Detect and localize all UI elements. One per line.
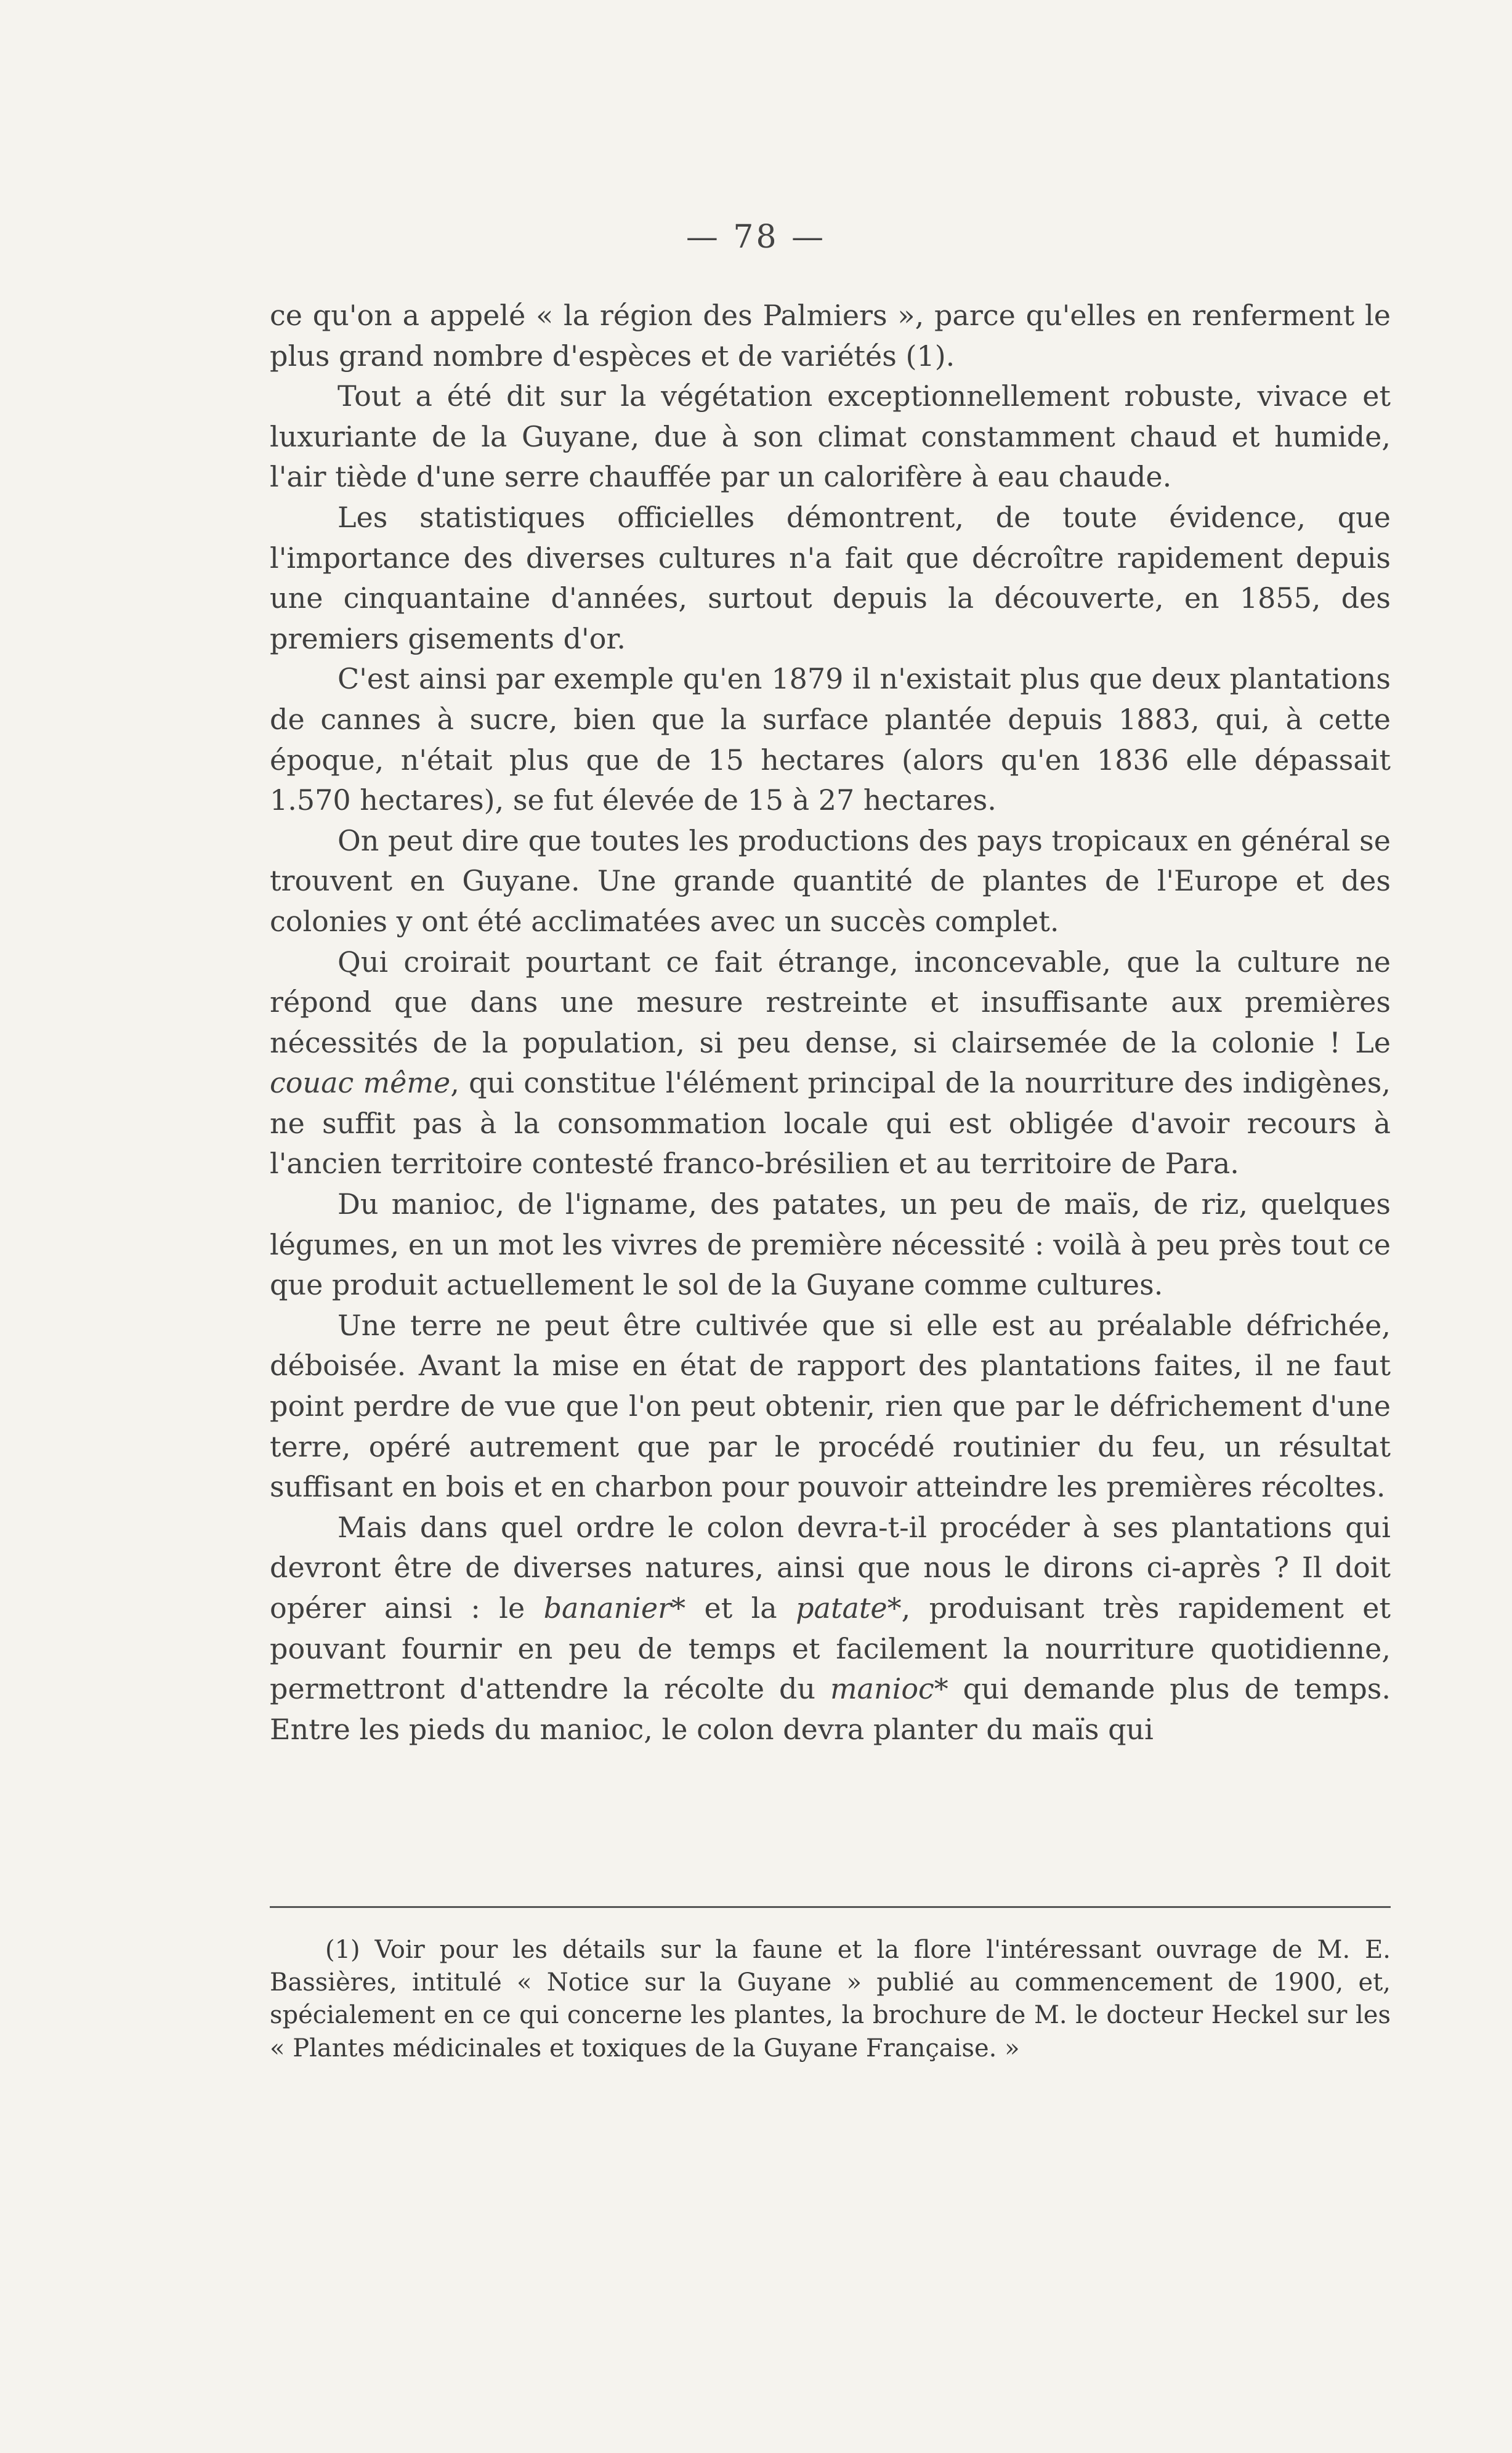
text-run: Qui croirait pourtant ce fait étrange, inconcevable, que la culture ne répond que dans une mesure restreinte et insuffisante aux premières nécessités de la population, si peu dense, si clairsemée de la colonie ! Le (270, 945, 1391, 1059)
italic-term: manioc* (830, 1672, 948, 1706)
paragraph: Une terre ne peut être cultivée que si elle est au préalable défrichée, déboisée. Avant la mise en état de rapport des plantations faites, il ne faut point perdre de vue que l'on peut obtenir, rien que par le défrichement d'une terre, opéré autrement que par le procédé routinier du feu, un résultat suffisant en bois et en charbon pour pouvoir atteindre les premières récoltes. (270, 1308, 1391, 1504)
italic-term: patate* (796, 1591, 902, 1625)
italic-term: couac même (270, 1066, 451, 1100)
paragraph (270, 942, 1391, 1185)
body-text (270, 296, 1391, 1750)
paragraph: On peut dire que toutes les productions des pays tropicaux en général se trouvent en Guyane. Une grande quantité de plantes de l'Europe et des colonies y ont été acclimatées avec un succès complet. (270, 823, 1391, 938)
paragraph: Du manioc, de l'igname, des patates, un peu de maïs, de riz, quelques légumes, en un mot les vivres de première nécessité : voilà à peu près tout ce que produit actuellement le sol de la Guyane comme cultures. (270, 1187, 1391, 1302)
paragraph: Tout a été dit sur la végétation exceptionnellement robuste, vivace et luxuriante de la Guyane, due à son climat constamment chaud et humide, l'air tiède d'une serre chauffée par un calorifère à eau chaude. (270, 379, 1391, 494)
text-run: et la (685, 1591, 796, 1625)
page-number: — 78 — (685, 219, 827, 256)
paragraph-continued: ce qu'on a appelé « la région des Palmiers », parce qu'elles en renferment le plus grand nombre d'espèces et de variétés (1). (270, 299, 1391, 373)
text-run: , produisant très rapidement et pouvant fournir en peu de temps et facilement la nourriture quotidienne, permettront d'attendre la récolte du (270, 1591, 1391, 1706)
footnote-separator (270, 1906, 1391, 1908)
footnote (270, 1934, 1391, 2065)
paragraph: Les statistiques officielles démontrent, de toute évidence, que l'importance des diverses cultures n'a fait que décroître rapidement depuis une cinquantaine d'années, surtout depuis la découverte, en 1855, des premiers gisements d'or. (270, 500, 1391, 655)
paragraph: C'est ainsi par exemple qu'en 1879 il n'existait plus que deux plantations de cannes à sucre, bien que la surface plantée depuis 1883, qui, à cette époque, n'était plus que de 15 hectares (alors qu'en 1836 elle dépassait 1.570 hectares), se fut élevée de 15 à 27 hectares. (270, 662, 1391, 817)
paragraph (270, 1508, 1391, 1750)
footnote-text: (1) Voir pour les détails sur la faune et la flore l'intéressant ouvrage de M. E. Bassières, intitulé « Notice sur la Guyane » publié au commencement de 1900, et, spécialement en ce qui concerne les plantes, la brochure de M. le docteur Heckel sur les « Plantes médicinales et toxiques de la Guyane Française. » (270, 1936, 1391, 2063)
italic-term: bananier* (543, 1591, 686, 1625)
text-run: Mais dans quel ordre le colon devra-t-il procéder à ses plantations qui devront être de diverses natures, ainsi que nous le dirons ci-après ? Il doit opérer ainsi : le (270, 1510, 1391, 1625)
text-run: qui demande plus de temps. Entre les pieds du manioc, le colon devra planter du maïs qui (270, 1672, 1391, 1746)
text-run: , qui constitue l'élément principal de la nourriture des indigènes, ne suffit pas à la consommation locale qui est obligée d'avoir recours à l'ancien territoire contesté franco-brésilien et au territoire de Para. (270, 1066, 1391, 1181)
